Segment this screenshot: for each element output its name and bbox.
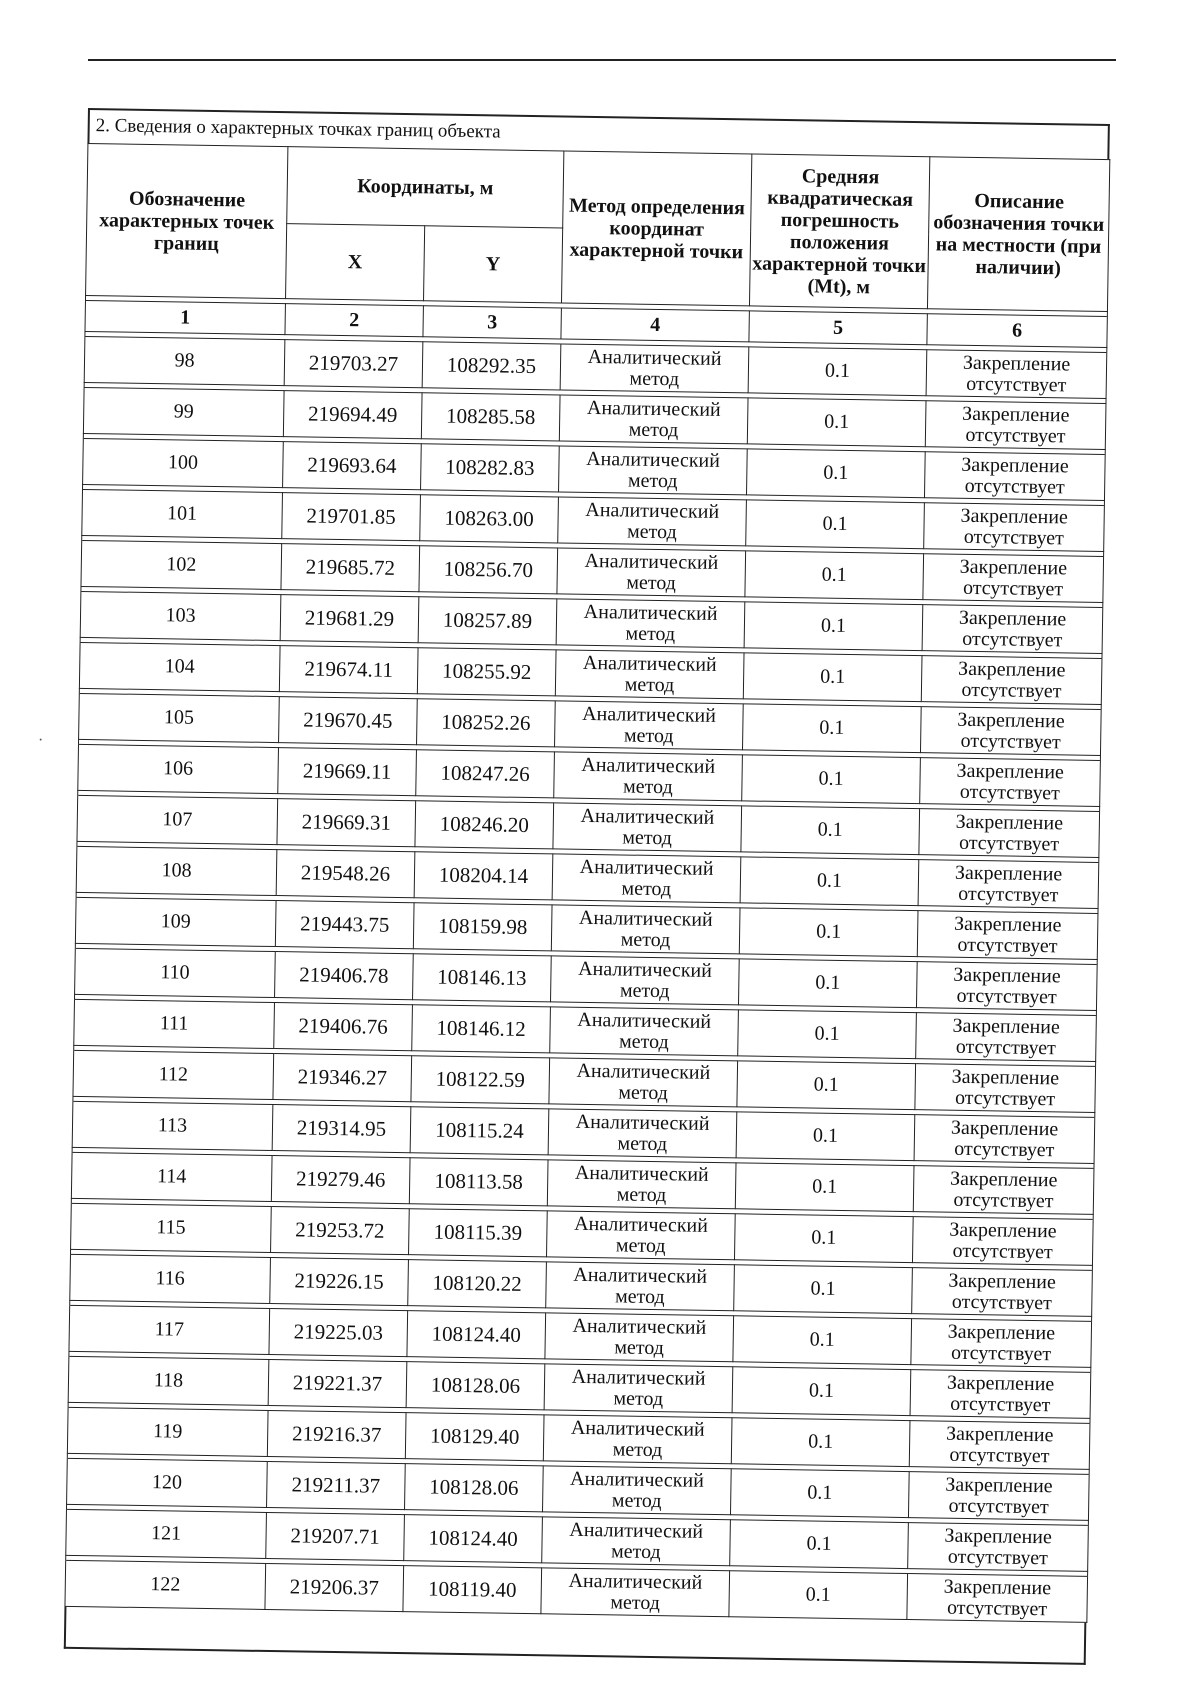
cell-desc: Закрепление отсутствует [924, 452, 1105, 501]
cell-mt: 0.1 [736, 1112, 915, 1161]
header-rule [88, 59, 1116, 61]
cell-mt: 0.1 [729, 1571, 908, 1620]
table-body [65, 336, 1107, 1622]
cell-x: 219279.46 [271, 1156, 410, 1204]
cell-method: Аналитический метод [551, 956, 740, 1005]
boundary-points-table [64, 143, 1110, 1623]
cell-mt: 0.1 [739, 959, 918, 1008]
cell-method: Аналитический метод [560, 344, 749, 393]
cell-y: 108128.06 [406, 1362, 545, 1410]
cell-point: 99 [83, 387, 284, 436]
cell-point: 103 [80, 591, 281, 640]
cell-mt: 0.1 [743, 653, 922, 702]
cell-mt: 0.1 [742, 755, 921, 804]
cell-y: 108246.20 [415, 801, 554, 849]
cell-y: 108247.26 [416, 750, 555, 798]
cell-desc: Закрепление отсутствует [916, 962, 1097, 1011]
cell-point: 117 [69, 1305, 270, 1354]
header-description: Описание обозначения точки на местности (при наличии) [927, 157, 1109, 312]
cell-desc: Закрепление отсутствует [920, 707, 1101, 756]
cell-point: 109 [75, 897, 276, 946]
cell-x: 219221.37 [268, 1359, 407, 1407]
cell-y: 108113.58 [409, 1158, 548, 1206]
header-x: X [286, 224, 425, 301]
cell-desc: Закрепление отсутствует [925, 401, 1106, 450]
cell-mt: 0.1 [743, 704, 922, 753]
header-y: Y [424, 226, 563, 303]
cell-x: 219681.29 [280, 595, 419, 643]
cell-x: 219548.26 [276, 850, 415, 898]
cell-y: 108204.14 [414, 852, 553, 900]
cell-y: 108115.39 [409, 1209, 548, 1257]
cell-mt: 0.1 [733, 1316, 912, 1365]
cell-y: 108128.06 [405, 1464, 544, 1512]
cell-point: 102 [81, 540, 282, 589]
cell-method: Аналитический метод [541, 1568, 730, 1617]
cell-y: 108124.40 [407, 1311, 546, 1359]
cell-point: 112 [73, 1050, 274, 1099]
cell-x: 219346.27 [273, 1054, 412, 1102]
cell-desc: Закрепление отсутствует [922, 605, 1103, 654]
boundary-points-sheet [64, 108, 1111, 1665]
cell-point: 101 [82, 489, 283, 538]
cell-point: 98 [84, 336, 285, 385]
cell-point: 115 [71, 1203, 272, 1252]
cell-desc: Закрепление отсутствует [908, 1523, 1089, 1572]
cell-method: Аналитический метод [549, 1058, 738, 1107]
cell-point: 121 [66, 1509, 267, 1558]
cell-mt: 0.1 [734, 1265, 913, 1314]
cell-y: 108159.98 [413, 903, 552, 951]
cell-y: 108255.92 [417, 648, 556, 696]
cell-point: 100 [83, 438, 284, 487]
cell-point: 122 [65, 1560, 266, 1609]
cell-y: 108129.40 [405, 1413, 544, 1461]
cell-y: 108252.26 [417, 699, 556, 747]
cell-mt: 0.1 [737, 1061, 916, 1110]
cell-method: Аналитический метод [551, 905, 740, 954]
cell-mt: 0.1 [732, 1367, 911, 1416]
cell-desc: Закрепление отсутствует [909, 1421, 1090, 1470]
cell-x: 219685.72 [281, 544, 420, 592]
cell-mt: 0.1 [730, 1469, 909, 1518]
cell-x: 219670.45 [279, 697, 418, 745]
cell-desc: Закрепление отсутствует [926, 350, 1107, 399]
cell-x: 219206.37 [265, 1563, 404, 1611]
cell-desc: Закрепление отсутствует [907, 1574, 1088, 1623]
cell-x: 219253.72 [271, 1207, 410, 1255]
cell-mt: 0.1 [735, 1214, 914, 1263]
scan-speck: · [38, 732, 44, 749]
cell-method: Аналитический метод [543, 1466, 732, 1515]
cell-y: 108285.58 [421, 393, 560, 441]
header-coordinates: Координаты, м [287, 147, 564, 228]
header-error: Средняя квадратическая погрешность положения характерной точки (Mt), м [749, 154, 929, 309]
cell-method: Аналитический метод [547, 1160, 736, 1209]
cell-x: 219701.85 [282, 493, 421, 541]
cell-mt: 0.1 [731, 1418, 910, 1467]
cell-point: 119 [67, 1407, 268, 1456]
cell-desc: Закрепление отсутствует [918, 860, 1099, 909]
section-title: 2. Сведения о характерных точках границ объекта [87, 108, 1109, 159]
cell-y: 108120.22 [408, 1260, 547, 1308]
cell-method: Аналитический метод [553, 803, 742, 852]
cell-x: 219216.37 [267, 1410, 406, 1458]
col-number-3: 3 [423, 306, 561, 339]
cell-desc: Закрепление отсутствует [912, 1268, 1093, 1317]
cell-point: 118 [68, 1356, 269, 1405]
cell-x: 219225.03 [269, 1309, 408, 1357]
cell-method: Аналитический метод [557, 548, 746, 597]
cell-point: 111 [74, 999, 275, 1048]
cell-desc: Закрепление отсутствует [914, 1115, 1095, 1164]
cell-mt: 0.1 [745, 551, 924, 600]
cell-x: 219314.95 [272, 1105, 411, 1153]
cell-desc: Закрепление отсутствует [923, 554, 1104, 603]
cell-mt: 0.1 [735, 1163, 914, 1212]
cell-desc: Закрепление отсутствует [921, 656, 1102, 705]
cell-method: Аналитический метод [550, 1007, 739, 1056]
cell-y: 108292.35 [422, 342, 561, 390]
cell-method: Аналитический метод [542, 1517, 731, 1566]
header-method: Метод определения координат характерной точки [562, 151, 752, 306]
cell-point: 106 [78, 744, 279, 793]
cell-point: 108 [76, 846, 277, 895]
cell-mt: 0.1 [740, 857, 919, 906]
cell-method: Аналитический метод [556, 599, 745, 648]
cell-y: 108263.00 [420, 495, 559, 543]
cell-mt: 0.1 [741, 806, 920, 855]
cell-mt: 0.1 [730, 1520, 909, 1569]
cell-desc: Закрепление отсутствует [908, 1472, 1089, 1521]
cell-point: 113 [72, 1101, 273, 1150]
col-number-4: 4 [561, 308, 749, 342]
cell-method: Аналитический метод [555, 701, 744, 750]
cell-point: 105 [79, 693, 280, 742]
cell-y: 108256.70 [419, 546, 558, 594]
cell-y: 108146.13 [413, 954, 552, 1002]
cell-point: 104 [79, 642, 280, 691]
cell-desc: Закрепление отсутствует [912, 1217, 1093, 1266]
cell-method: Аналитический метод [559, 446, 748, 495]
cell-desc: Закрепление отсутствует [919, 809, 1100, 858]
cell-desc: Закрепление отсутствует [910, 1370, 1091, 1419]
cell-point: 114 [71, 1152, 272, 1201]
cell-mt: 0.1 [748, 347, 927, 396]
cell-method: Аналитический метод [547, 1211, 736, 1260]
cell-y: 108257.89 [418, 597, 557, 645]
cell-desc: Закрепление отсутствует [924, 503, 1105, 552]
cell-y: 108122.59 [411, 1056, 550, 1104]
cell-x: 219694.49 [283, 391, 422, 439]
cell-mt: 0.1 [739, 908, 918, 957]
cell-method: Аналитический метод [558, 497, 747, 546]
cell-x: 219674.11 [279, 646, 418, 694]
col-number-2: 2 [285, 304, 423, 337]
cell-x: 219693.64 [283, 442, 422, 490]
header-row-top [87, 144, 1110, 237]
col-number-5: 5 [749, 311, 927, 345]
cell-x: 219226.15 [270, 1258, 409, 1306]
cell-mt: 0.1 [746, 500, 925, 549]
cell-x: 219703.27 [284, 340, 423, 388]
col-number-1: 1 [85, 300, 285, 334]
cell-x: 219207.71 [266, 1512, 405, 1560]
cell-desc: Закрепление отсутствует [917, 911, 1098, 960]
cell-method: Аналитический метод [555, 650, 744, 699]
cell-mt: 0.1 [747, 398, 926, 447]
cell-desc: Закрепление отсутствует [920, 758, 1101, 807]
cell-desc: Закрепление отсутствует [911, 1319, 1092, 1368]
cell-y: 108124.40 [404, 1515, 543, 1563]
cell-method: Аналитический метод [559, 395, 748, 444]
cell-point: 107 [77, 795, 278, 844]
cell-x: 219669.31 [277, 799, 416, 847]
cell-mt: 0.1 [744, 602, 923, 651]
cell-mt: 0.1 [747, 449, 926, 498]
cell-point: 116 [70, 1254, 271, 1303]
col-number-6: 6 [927, 314, 1107, 348]
cell-point: 120 [67, 1458, 268, 1507]
cell-x: 219211.37 [267, 1461, 406, 1509]
cell-method: Аналитический метод [552, 854, 741, 903]
cell-method: Аналитический метод [546, 1262, 735, 1311]
cell-desc: Закрепление отсутствует [913, 1166, 1094, 1215]
cell-x: 219669.11 [278, 748, 417, 796]
cell-y: 108119.40 [403, 1566, 542, 1614]
cell-y: 108146.12 [412, 1005, 551, 1053]
cell-method: Аналитический метод [544, 1364, 733, 1413]
cell-method: Аналитический метод [543, 1415, 732, 1464]
cell-desc: Закрепление отсутствует [915, 1064, 1096, 1113]
cell-method: Аналитический метод [548, 1109, 737, 1158]
cell-y: 108282.83 [421, 444, 560, 492]
cell-method: Аналитический метод [545, 1313, 734, 1362]
cell-y: 108115.24 [410, 1107, 549, 1155]
cell-x: 219406.78 [275, 952, 414, 1000]
cell-x: 219443.75 [275, 901, 414, 949]
cell-x: 219406.76 [274, 1003, 413, 1051]
cell-mt: 0.1 [738, 1010, 917, 1059]
cell-method: Аналитический метод [554, 752, 743, 801]
cell-desc: Закрепление отсутствует [916, 1013, 1097, 1062]
cell-point: 110 [75, 948, 276, 997]
header-designation: Обозначение характерных точек границ [86, 144, 288, 299]
